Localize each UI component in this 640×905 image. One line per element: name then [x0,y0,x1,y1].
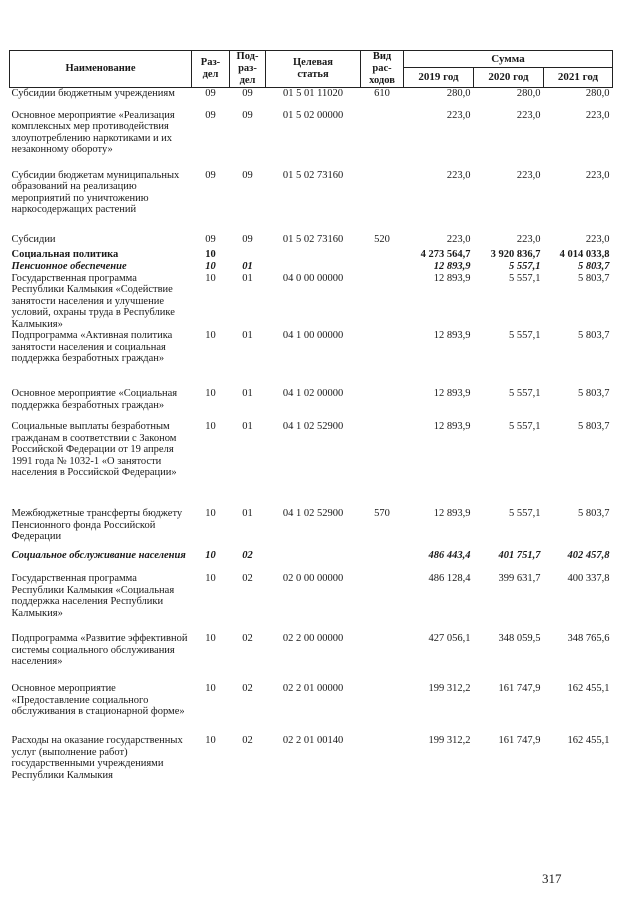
cell-razdel: 10 [205,388,216,399]
cell-sum-2019: 12 893,9 [433,508,471,519]
cell-target-article [266,550,361,573]
header-sum: Сумма [404,51,613,68]
cell-target-article: 02 2 01 00000 [282,683,344,694]
cell-sum-2019: 4 273 564,7 [420,248,471,260]
cell-sum-2021: 5 803,7 [578,272,610,284]
table-row [10,273,613,331]
cell-expense-type [361,249,404,261]
cell-sum-2020: 5 557,1 [509,260,541,272]
cell-expense-type [361,633,404,683]
cell-target-article: 04 0 00 00000 [282,272,344,284]
table-header [10,51,613,88]
cell-name: Межбюджетные трансферты бюджету Пенсионного фонда Российской Федерации [11,508,183,542]
cell-sum-2019: 280,0 [404,88,474,110]
cell-podrazdel: 02 [242,683,253,694]
cell-podrazdel: 02 [242,550,253,561]
cell-target-article: 04 1 02 52900 [282,421,344,432]
header-expense-type: Вид рас- ходов [361,51,404,88]
header-name: Наименование [10,51,192,88]
cell-target-article: 01 5 01 11020 [266,88,361,110]
cell-expense-type: 520 [374,233,390,245]
cell-sum-2019: 223,0 [446,109,471,121]
cell-razdel: 10 [205,260,216,272]
cell-podrazdel: 01 [242,260,253,272]
cell-razdel: 09 [205,109,216,121]
cell-razdel: 09 [205,233,216,245]
cell-razdel: 10 [205,683,216,694]
cell-sum-2020: 161 747,9 [498,735,541,746]
cell-name: Социальное обслуживание населения [11,550,186,561]
cell-name: Основное мероприятие «Предоставление социального обслуживания в стационарной форме» [11,683,185,717]
cell-sum-2019: 486 443,4 [428,550,471,561]
cell-sum-2021: 223,0 [585,109,610,121]
cell-podrazdel: 01 [242,388,253,399]
cell-podrazdel: 09 [242,169,253,181]
cell-sum-2020: 348 059,5 [498,633,541,644]
cell-expense-type: 570 [374,508,390,519]
cell-podrazdel: 02 [242,735,253,746]
cell-sum-2021: 400 337,8 [567,573,610,584]
cell-sum-2019: 199 312,2 [428,683,471,694]
cell-target-article: 04 1 02 00000 [282,388,344,399]
cell-target-article: 01 5 02 00000 [282,109,344,121]
cell-razdel: 10 [205,633,216,644]
cell-sum-2021: 5 803,7 [578,260,610,272]
table-row [10,330,613,388]
cell-target-article: 04 1 02 52900 [282,508,344,519]
cell-target-article: 01 5 02 73160 [282,169,344,181]
cell-name: Подпрограмма «Активная политика занятости населения и социальная поддержка безработных граждан» [11,330,173,364]
table-row [10,683,613,735]
cell-sum-2020: 161 747,9 [498,683,541,694]
table-body [10,88,613,824]
cell-expense-type [361,170,404,234]
header-target-article: Целевая статья [266,51,361,88]
cell-target-article [266,249,361,261]
cell-name: Социальная политика [11,248,119,260]
cell-expense-type [361,273,404,331]
cell-target-article [266,261,361,273]
cell-sum-2019: 223,0 [446,169,471,181]
cell-sum-2021: 162 455,1 [567,735,610,746]
table-row [10,88,613,110]
cell-podrazdel: 09 [242,233,253,245]
cell-expense-type [361,573,404,633]
cell-podrazdel: 09 [242,109,253,121]
cell-expense-type [361,261,404,273]
cell-sum-2019: 12 893,9 [433,330,471,341]
header-podrazdel: Под- раз- дел [230,51,266,88]
cell-sum-2020: 280,0 [474,88,544,110]
table-row [10,110,613,170]
cell-name: Государственная программа Республики Калмыкия «Содействие занятости населения и улучшение условий, охраны труда в Республике Калмыкия» [11,272,175,330]
cell-name: Пенсионное обеспечение [11,260,127,272]
cell-razdel: 10 [205,735,216,746]
cell-podrazdel: 01 [242,330,253,341]
header-razdel: Раз- дел [192,51,230,88]
table-row [10,421,613,508]
cell-podrazdel [230,249,266,261]
cell-sum-2021: 5 803,7 [578,330,610,341]
cell-name: Расходы на оказание государственных услуг (выполнение работ) государственными учреждениями Республики Калмыкия [11,735,183,781]
table-row [10,261,613,273]
cell-razdel: 10 [205,508,216,519]
cell-target-article: 02 2 00 00000 [282,633,344,644]
table-row [10,170,613,234]
cell-podrazdel: 01 [242,272,253,284]
cell-sum-2019: 223,0 [446,233,471,245]
cell-expense-type [361,550,404,573]
cell-expense-type: 610 [361,88,404,110]
table-row [10,249,613,261]
page-number: 317 [542,871,562,886]
table-row [10,234,613,249]
cell-razdel: 09 [205,169,216,181]
cell-sum-2019: 12 893,9 [433,272,471,284]
cell-target-article: 04 1 00 00000 [282,330,344,341]
cell-sum-2021: 5 803,7 [578,508,610,519]
cell-sum-2020: 5 557,1 [509,330,541,341]
cell-name: Государственная программа Республики Калмыкия «Социальная поддержка населения Республики Калмыкия» [11,573,175,619]
cell-sum-2019: 12 893,9 [433,260,471,272]
cell-sum-2020: 5 557,1 [509,388,541,399]
cell-name: Основное мероприятие «Реализация комплексных мер противодействия злоупотреблению наркотиками и их незаконному обороту» [11,109,175,155]
cell-razdel: 10 [205,272,216,284]
cell-sum-2021: 5 803,7 [578,421,610,432]
cell-sum-2021: 348 765,6 [567,633,610,644]
table-row [10,508,613,550]
cell-podrazdel: 01 [242,508,253,519]
cell-sum-2020: 401 751,7 [498,550,541,561]
cell-sum-2020: 3 920 836,7 [490,248,541,260]
cell-sum-2019: 486 128,4 [428,573,471,584]
table-row [10,735,613,823]
cell-expense-type [361,735,404,823]
table-row [10,550,613,573]
cell-target-article: 02 2 01 00140 [282,735,344,746]
header-year-2019: 2019 год [404,67,474,87]
cell-podrazdel: 02 [242,573,253,584]
cell-expense-type [361,330,404,388]
cell-sum-2020: 223,0 [516,109,541,121]
cell-podrazdel: 01 [242,421,253,432]
cell-sum-2021: 280,0 [544,88,613,110]
cell-expense-type [361,683,404,735]
cell-sum-2021: 4 014 033,8 [559,248,610,260]
cell-sum-2021: 223,0 [585,169,610,181]
cell-razdel: 10 [205,550,216,561]
table-row [10,633,613,683]
budget-table [9,50,613,823]
cell-sum-2021: 162 455,1 [567,683,610,694]
cell-expense-type [361,110,404,170]
cell-sum-2020: 223,0 [516,169,541,181]
header-year-2020: 2020 год [474,67,544,87]
cell-name: Основное мероприятие «Социальная поддержка безработных граждан» [11,388,178,411]
cell-sum-2021: 5 803,7 [578,388,610,399]
cell-podrazdel: 09 [230,88,266,110]
cell-target-article: 02 0 00 00000 [282,573,344,584]
cell-expense-type [361,421,404,508]
cell-sum-2019: 427 056,1 [428,633,471,644]
cell-name: Субсидии бюджетам муниципальных образований на реализацию мероприятий по уничтожению наркосодержащих растений [11,169,180,215]
cell-sum-2019: 12 893,9 [433,388,471,399]
cell-razdel: 10 [205,421,216,432]
cell-name: Субсидии [11,233,56,245]
cell-sum-2021: 223,0 [585,233,610,245]
cell-sum-2020: 399 631,7 [498,573,541,584]
table-row [10,573,613,633]
cell-sum-2020: 223,0 [516,233,541,245]
cell-razdel: 09 [192,88,230,110]
cell-podrazdel: 02 [242,633,253,644]
cell-sum-2019: 12 893,9 [433,421,471,432]
cell-sum-2020: 5 557,1 [509,508,541,519]
cell-sum-2021: 402 457,8 [567,550,610,561]
cell-razdel: 10 [205,330,216,341]
cell-name: Социальные выплаты безработным гражданам в соответствии с Законом Российской Федерации от 19 апреля 1991 года № 1032-1 «О занятости населения в Российской Федерации» [11,421,177,478]
header-year-2021: 2021 год [544,67,613,87]
cell-sum-2020: 5 557,1 [509,272,541,284]
table-row [10,388,613,421]
cell-razdel: 10 [205,573,216,584]
cell-target-article: 01 5 02 73160 [282,233,344,245]
cell-sum-2020: 5 557,1 [509,421,541,432]
cell-name: Субсидии бюджетным учреждениям [11,88,175,99]
cell-name: Подпрограмма «Развитие эффективной системы социального обслуживания населения» [11,633,188,667]
cell-expense-type [361,388,404,421]
cell-sum-2019: 199 312,2 [428,735,471,746]
cell-razdel: 10 [205,248,216,260]
